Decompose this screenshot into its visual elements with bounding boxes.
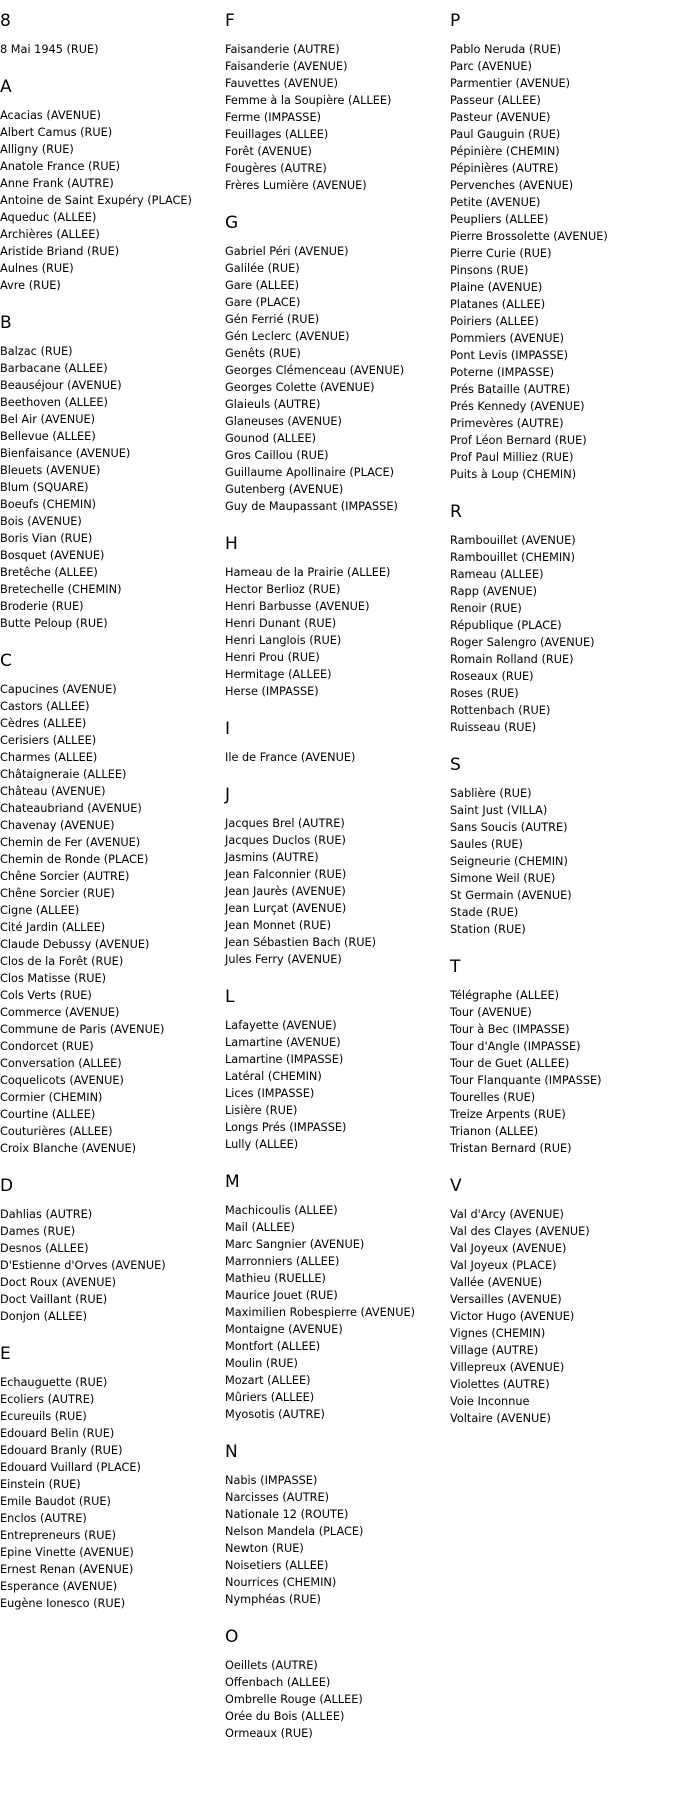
street-entry: Tristan Bernard (RUE) [450,1142,572,1155]
street-entry: Doct Vaillant (RUE) [0,1293,108,1306]
section-letter-heading: M [225,1172,240,1192]
street-entry: Bois (AVENUE) [0,515,82,528]
section-o [225,1628,445,1742]
section-letter-heading: I [225,719,231,739]
street-entry: Jean Lurçat (AVENUE) [225,902,347,915]
street-entry: Galilée (RUE) [225,262,300,275]
street-entry: Lully (ALLEE) [225,1138,299,1151]
street-entry: Simone Weil (RUE) [450,872,556,885]
street-entry: Villepreux (AVENUE) [450,1361,565,1374]
street-entry: Bretêche (ALLEE) [0,566,98,579]
street-entry: Passeur (ALLEE) [450,94,541,107]
street-entry: Plaine (AVENUE) [450,281,543,294]
street-entry: Jacques Duclos (RUE) [225,834,346,847]
street-entry: Gutenberg (AVENUE) [225,483,344,496]
street-entry: Bretechelle (CHEMIN) [0,583,122,596]
street-entry: Jasmins (AUTRE) [225,851,319,864]
street-list [450,987,670,1157]
section-letter-heading: B [0,313,12,333]
street-entry: Rottenbach (RUE) [450,704,551,717]
street-entry: Petite (AVENUE) [450,196,541,209]
street-entry: Ruisseau (RUE) [450,721,537,734]
street-entry: Feuillages (ALLEE) [225,128,329,141]
street-entry: Lamartine (IMPASSE) [225,1053,344,1066]
street-entry: Parmentier (AVENUE) [450,77,571,90]
section-h [225,535,445,700]
street-entry: Maurice Jouet (RUE) [225,1289,338,1302]
street-entry: Tour à Bec (IMPASSE) [450,1023,570,1036]
street-entry: Orée du Bois (ALLEE) [225,1710,345,1723]
street-entry: Marc Sangnier (AVENUE) [225,1238,365,1251]
street-entry: Montaigne (AVENUE) [225,1323,343,1336]
street-entry: Puits à Loup (CHEMIN) [450,468,577,481]
street-entry: Ormeaux (RUE) [225,1727,313,1740]
street-entry: Val des Clayes (AVENUE) [450,1225,590,1238]
street-entry: Seigneurie (CHEMIN) [450,855,568,868]
street-entry: Violettes (AUTRE) [450,1378,550,1391]
street-entry: Rambouillet (AVENUE) [450,534,576,547]
street-list [0,681,220,1157]
street-entry: Chêne Sorcier (RUE) [0,887,115,900]
street-entry: Télégraphe (ALLEE) [450,989,560,1002]
street-entry: République (PLACE) [450,619,562,632]
street-entry: Gros Caillou (RUE) [225,449,329,462]
street-list [450,785,670,938]
street-entry: Latéral (CHEMIN) [225,1070,322,1083]
street-entry: Acacias (AVENUE) [0,109,101,122]
street-entry: Vallée (AVENUE) [450,1276,543,1289]
street-entry: Jean Monnet (RUE) [225,919,331,932]
section-8 [0,12,220,58]
street-entry: Montfort (ALLEE) [225,1340,321,1353]
street-entry: D'Estienne d'Orves (AVENUE) [0,1259,166,1272]
street-entry: Gén Leclerc (AVENUE) [225,330,350,343]
street-entry: Village (AUTRE) [450,1344,539,1357]
street-entry: Prés Bataille (AUTRE) [450,383,571,396]
street-entry: Jean Sébastien Bach (RUE) [225,936,377,949]
street-entry: Capucines (AVENUE) [0,683,117,696]
street-entry: Pasteur (AVENUE) [450,111,551,124]
street-entry: Sablière (RUE) [450,787,532,800]
section-letter-heading: G [225,213,239,233]
street-entry: Primevères (AUTRE) [450,417,564,430]
street-entry: Gén Ferrié (RUE) [225,313,320,326]
section-letter-heading: V [450,1176,462,1196]
street-entry: Gabriel Péri (AVENUE) [225,245,349,258]
street-list [225,564,445,700]
street-entry: Newton (RUE) [225,1542,304,1555]
street-entry: Chemin de Ronde (PLACE) [0,853,149,866]
street-entry: Blum (SQUARE) [0,481,89,494]
street-entry: Machicoulis (ALLEE) [225,1204,338,1217]
section-letter-heading: C [0,651,12,671]
street-entry: Parc (AVENUE) [450,60,532,73]
street-entry: Poiriers (ALLEE) [450,315,539,328]
street-entry: Edouard Branly (RUE) [0,1444,123,1457]
street-entry: Mûriers (ALLEE) [225,1391,315,1404]
street-entry: Commune de Paris (AVENUE) [0,1023,165,1036]
section-d [0,1177,220,1325]
street-entry: Pinsons (RUE) [450,264,529,277]
street-entry: Donjon (ALLEE) [0,1310,87,1323]
street-list [225,41,445,194]
section-l [225,988,445,1153]
street-entry: Ecoliers (AUTRE) [0,1393,95,1406]
street-entry: Pierre Curie (RUE) [450,247,552,260]
street-entry: Faisanderie (AUTRE) [225,43,340,56]
street-entry: Anne Frank (AUTRE) [0,177,114,190]
street-entry: Boris Vian (RUE) [0,532,93,545]
street-entry: Ecureuils (RUE) [0,1410,87,1423]
street-entry: Chemin de Fer (AVENUE) [0,836,141,849]
street-entry: Hameau de la Prairie (ALLEE) [225,566,391,579]
street-entry: Barbacane (ALLEE) [0,362,108,375]
street-entry: Tour d'Angle (IMPASSE) [450,1040,581,1053]
section-n [225,1443,445,1608]
street-entry: Albert Camus (RUE) [0,126,113,139]
section-letter-heading: 8 [0,11,11,31]
street-entry: Beethoven (ALLEE) [0,396,108,409]
section-a [0,78,220,294]
street-list [0,1374,220,1612]
street-entry: Châtaigneraie (ALLEE) [0,768,127,781]
section-letter-heading: N [225,1442,238,1462]
street-entry: Henri Barbusse (AVENUE) [225,600,370,613]
street-entry: Clos Matisse (RUE) [0,972,107,985]
street-entry: Cols Verts (RUE) [0,989,92,1002]
street-entry: Tour de Guet (ALLEE) [450,1057,570,1070]
street-entry: Ombrelle Rouge (ALLEE) [225,1693,363,1706]
street-entry: Dames (RUE) [0,1225,76,1238]
street-entry: Mozart (ALLEE) [225,1374,311,1387]
street-entry: Saules (RUE) [450,838,523,851]
street-entry: Pablo Neruda (RUE) [450,43,561,56]
street-entry: Echauguette (RUE) [0,1376,108,1389]
street-entry: Roseaux (RUE) [450,670,534,683]
street-entry: Voie Inconnue [450,1395,530,1408]
street-entry: Forêt (AVENUE) [225,145,312,158]
section-t [450,958,670,1157]
street-entry: Maximilien Robespierre (AVENUE) [225,1306,416,1319]
street-entry: Bel Air (AVENUE) [0,413,96,426]
section-e [0,1345,220,1612]
column-1 [0,0,220,1632]
street-entry: Victor Hugo (AVENUE) [450,1310,575,1323]
street-entry: Tour (AVENUE) [450,1006,532,1019]
street-entry: Stade (RUE) [450,906,519,919]
section-letter-heading: P [450,11,461,31]
street-entry: Voltaire (AVENUE) [450,1412,551,1425]
street-entry: Fougères (AUTRE) [225,162,327,175]
street-entry: Cité Jardin (ALLEE) [0,921,106,934]
street-entry: Chêne Sorcier (AUTRE) [0,870,130,883]
street-entry: Epine Vinette (AVENUE) [0,1546,134,1559]
section-j [225,786,445,968]
street-entry: Pommiers (AVENUE) [450,332,565,345]
street-entry: Eugène Ionesco (RUE) [0,1597,126,1610]
street-entry: Noisetiers (ALLEE) [225,1559,329,1572]
section-c [0,652,220,1157]
street-entry: Longs Prés (IMPASSE) [225,1121,347,1134]
street-entry: Jean Falconnier (RUE) [225,868,347,881]
street-list [225,243,445,515]
street-entry: Poterne (IMPASSE) [450,366,555,379]
street-entry: Marronniers (ALLEE) [225,1255,340,1268]
street-entry: Hector Berlioz (RUE) [225,583,341,596]
section-letter-heading: E [0,1344,11,1364]
street-entry: Cormier (CHEMIN) [0,1091,103,1104]
street-entry: Henri Dunant (RUE) [225,617,337,630]
street-entry: Esperance (AVENUE) [0,1580,118,1593]
street-entry: Guillaume Apollinaire (PLACE) [225,466,395,479]
street-entry: Offenbach (ALLEE) [225,1676,331,1689]
street-list [225,749,445,766]
street-entry: Faisanderie (AVENUE) [225,60,348,73]
street-entry: Aulnes (RUE) [0,262,74,275]
street-entry: Claude Debussy (AVENUE) [0,938,150,951]
street-entry: Chateaubriand (AVENUE) [0,802,142,815]
street-entry: Mathieu (RUELLE) [225,1272,326,1285]
street-entry: Val Joyeux (AVENUE) [450,1242,567,1255]
street-entry: Jules Ferry (AVENUE) [225,953,342,966]
street-entry: Rameau (ALLEE) [450,568,544,581]
street-list [225,1017,445,1153]
street-entry: Aristide Briand (RUE) [0,245,120,258]
street-entry: Tourelles (RUE) [450,1091,536,1104]
street-entry: Trianon (ALLEE) [450,1125,539,1138]
street-entry: Emile Baudot (RUE) [0,1495,111,1508]
section-letter-heading: T [450,957,461,977]
street-entry: Balzac (RUE) [0,345,73,358]
street-list [0,41,220,58]
street-entry: Glaieuls (AUTRE) [225,398,321,411]
street-entry: Rambouillet (CHEMIN) [450,551,576,564]
street-entry: Coquelicots (AVENUE) [0,1074,124,1087]
street-entry: Oeillets (AUTRE) [225,1659,318,1672]
street-entry: Pierre Brossolette (AVENUE) [450,230,608,243]
street-entry: Sans Soucis (AUTRE) [450,821,568,834]
street-entry: Ernest Renan (AVENUE) [0,1563,134,1576]
street-entry: Nelson Mandela (PLACE) [225,1525,364,1538]
street-entry: Einstein (RUE) [0,1478,81,1491]
street-entry: Beauséjour (AVENUE) [0,379,122,392]
section-letter-heading: A [0,77,12,97]
street-entry: Jacques Brel (AUTRE) [225,817,345,830]
street-list [450,41,670,483]
street-entry: Ile de France (AVENUE) [225,751,356,764]
street-entry: Bosquet (AVENUE) [0,549,105,562]
street-entry: Avre (RUE) [0,279,61,292]
section-b [0,314,220,632]
street-entry: Bellevue (ALLEE) [0,430,96,443]
section-m [225,1173,445,1423]
street-entry: Jean Jaurès (AVENUE) [225,885,346,898]
street-entry: Nabis (IMPASSE) [225,1474,318,1487]
street-entry: Prof Léon Bernard (RUE) [450,434,587,447]
section-f [225,12,445,194]
street-entry: Croix Blanche (AVENUE) [0,1142,137,1155]
street-entry: Guy de Maupassant (IMPASSE) [225,500,398,513]
street-entry: Antoine de Saint Exupéry (PLACE) [0,194,192,207]
street-entry: Archières (ALLEE) [0,228,100,241]
street-entry: Myosotis (AUTRE) [225,1408,325,1421]
street-entry: Glaneuses (AVENUE) [225,415,342,428]
street-entry: Genêts (RUE) [225,347,301,360]
street-entry: Herse (IMPASSE) [225,685,319,698]
street-entry: Pervenches (AVENUE) [450,179,574,192]
street-list [0,1206,220,1325]
street-entry: Gounod (ALLEE) [225,432,317,445]
street-list [225,1657,445,1742]
street-entry: Edouard Vuillard (PLACE) [0,1461,141,1474]
column-2 [225,0,445,1762]
section-letter-heading: H [225,534,238,554]
street-entry: Hermitage (ALLEE) [225,668,332,681]
section-r [450,503,670,736]
section-letter-heading: O [225,1627,239,1647]
street-entry: Treize Arpents (RUE) [450,1108,566,1121]
street-entry: Château (AVENUE) [0,785,106,798]
street-entry: Station (RUE) [450,923,526,936]
street-entry: St Germain (AVENUE) [450,889,572,902]
street-entry: Courtine (ALLEE) [0,1108,96,1121]
street-entry: 8 Mai 1945 (RUE) [0,43,99,56]
street-entry: Enclos (AUTRE) [0,1512,87,1525]
street-entry: Entrepreneurs (RUE) [0,1529,117,1542]
street-entry: Tour Flanquante (IMPASSE) [450,1074,602,1087]
street-list [0,343,220,632]
street-entry: Commerce (AVENUE) [0,1006,120,1019]
street-entry: Georges Colette (AVENUE) [225,381,375,394]
section-s [450,756,670,938]
section-letter-heading: S [450,755,461,775]
section-letter-heading: D [0,1176,14,1196]
street-entry: Val d'Arcy (AVENUE) [450,1208,564,1221]
street-entry: Henri Langlois (RUE) [225,634,342,647]
street-entry: Ferme (IMPASSE) [225,111,322,124]
street-entry: Gare (ALLEE) [225,279,300,292]
street-entry: Lices (IMPASSE) [225,1087,315,1100]
street-entry: Saint Just (VILLA) [450,804,548,817]
section-v [450,1177,670,1427]
street-entry: Desnos (ALLEE) [0,1242,89,1255]
street-entry: Cigne (ALLEE) [0,904,80,917]
street-entry: Rapp (AVENUE) [450,585,537,598]
street-entry: Butte Peloup (RUE) [0,617,108,630]
street-entry: Narcisses (AUTRE) [225,1491,330,1504]
street-entry: Dahlias (AUTRE) [0,1208,93,1221]
street-entry: Frères Lumière (AVENUE) [225,179,367,192]
street-entry: Roses (RUE) [450,687,519,700]
street-entry: Paul Gauguin (RUE) [450,128,561,141]
street-entry: Anatole France (RUE) [0,160,121,173]
street-entry: Broderie (RUE) [0,600,84,613]
street-entry: Fauvettes (AVENUE) [225,77,339,90]
column-3 [450,0,670,1447]
street-entry: Chavenay (AVENUE) [0,819,115,832]
street-list [225,1472,445,1608]
street-entry: Nationale 12 (ROUTE) [225,1508,349,1521]
street-entry: Bienfaisance (AVENUE) [0,447,131,460]
street-entry: Platanes (ALLEE) [450,298,546,311]
street-entry: Alligny (RUE) [0,143,74,156]
street-entry: Clos de la Forêt (RUE) [0,955,124,968]
street-entry: Cèdres (ALLEE) [0,717,87,730]
street-entry: Doct Roux (AVENUE) [0,1276,117,1289]
section-letter-heading: J [225,785,231,805]
street-entry: Femme à la Soupière (ALLEE) [225,94,392,107]
street-entry: Cerisiers (ALLEE) [0,734,97,747]
street-entry: Nymphéas (RUE) [225,1593,321,1606]
section-letter-heading: L [225,987,235,1007]
street-list [450,1206,670,1427]
street-entry: Edouard Belin (RUE) [0,1427,115,1440]
street-entry: Moulin (RUE) [225,1357,298,1370]
street-entry: Lisière (RUE) [225,1104,298,1117]
street-list [0,107,220,294]
street-list [225,815,445,968]
street-entry: Condorcet (RUE) [0,1040,94,1053]
street-entry: Nourrices (CHEMIN) [225,1576,337,1589]
section-g [225,214,445,515]
street-entry: Pont Levis (IMPASSE) [450,349,569,362]
street-entry: Henri Prou (RUE) [225,651,320,664]
street-entry: Roger Salengro (AVENUE) [450,636,595,649]
section-p [450,12,670,483]
street-entry: Bleuets (AVENUE) [0,464,101,477]
street-entry: Aqueduc (ALLEE) [0,211,97,224]
street-entry: Couturières (ALLEE) [0,1125,113,1138]
street-entry: Vignes (CHEMIN) [450,1327,546,1340]
street-entry: Mail (ALLEE) [225,1221,295,1234]
street-entry: Boeufs (CHEMIN) [0,498,97,511]
section-i [225,720,445,766]
street-entry: Prés Kennedy (AVENUE) [450,400,585,413]
street-entry: Lafayette (AVENUE) [225,1019,337,1032]
section-letter-heading: R [450,502,462,522]
street-entry: Renoir (RUE) [450,602,522,615]
street-entry: Gare (PLACE) [225,296,301,309]
street-entry: Pépinières (AUTRE) [450,162,559,175]
street-entry: Conversation (ALLEE) [0,1057,122,1070]
street-entry: Lamartine (AVENUE) [225,1036,341,1049]
street-entry: Val Joyeux (PLACE) [450,1259,557,1272]
street-entry: Versailles (AVENUE) [450,1293,562,1306]
street-entry: Prof Paul Milliez (RUE) [450,451,574,464]
street-entry: Pépinière (CHEMIN) [450,145,560,158]
street-entry: Castors (ALLEE) [0,700,90,713]
section-letter-heading: F [225,11,235,31]
street-entry: Romain Rolland (RUE) [450,653,574,666]
street-list [225,1202,445,1423]
street-entry: Charmes (ALLEE) [0,751,98,764]
street-list [450,532,670,736]
street-entry: Peupliers (ALLEE) [450,213,549,226]
street-entry: Georges Clémenceau (AVENUE) [225,364,405,377]
